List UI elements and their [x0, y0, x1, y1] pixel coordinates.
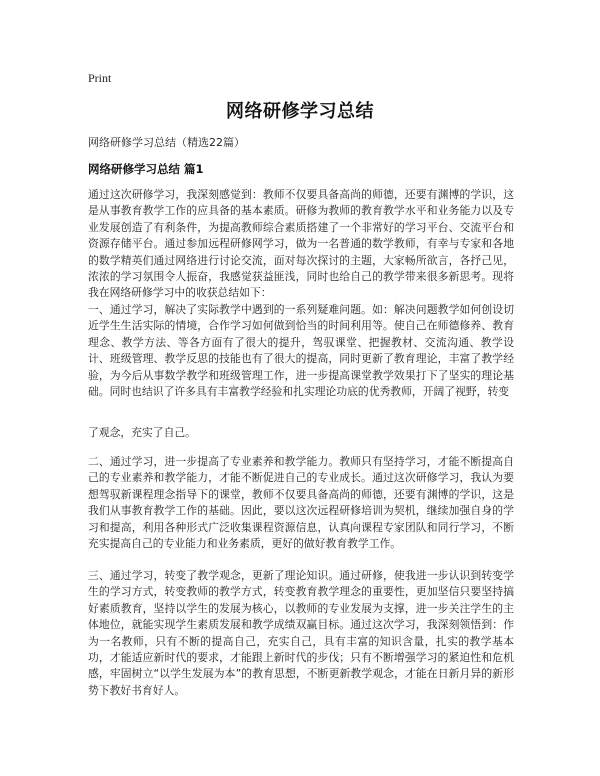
paragraph-point-two: 二、通过学习，进一步提高了专业素养和教学能力。教师只有坚持学习，才能不断提高自己的专业素养和教学能力，才能不断促进自己的专业成长。通过这次研修学习，我认为要想驾驭新课程理念指导下的课堂，教师不仅要具备高尚的师德，还要有渊博的学识，这是我们从事教育教学工作的基础。因此，要以这次远程研修培训为契机，继续加强自身的学习和提高，利用各种形式广泛收集课程资源信息，认真向课程专家团队和同行学习，不断充实提高自己的专业能力和业务素质，更好的做好教育教学工作。 — [88, 455, 514, 551]
page-title: 网络研修学习总结 — [226, 101, 374, 122]
paragraph-point-one-continued: 了观念，充实了自己。 — [88, 426, 196, 439]
paragraph-point-one: 一、通过学习，解决了实际教学中遇到的一系列疑难问题。如：解决问题教学如何创设切近学生生活实际的情境，合作学习如何做到恰当的时间利用等。使自己在师德修养、教育理念、教学方法、等各方面有了很大的提升，驾驭课堂、把握教材、交流沟通、教学设计、班级管理、教学反思的技能也有了很大的提高，同时更新了教育理论，丰富了教学经验，为今后从事数学教学和班级管理工作，进一步提高课堂教学效果打下了坚实的理论基础。同时也结识了许多具有丰富教学经验和扎实理论功底的优秀教师，开阔了视野，转变 — [88, 303, 514, 399]
document-subtitle: 网络研修学习总结（精选22篇） — [88, 136, 245, 149]
paragraph-point-three: 三、通过学习，转变了教学观念，更新了理论知识。通过研修，使我进一步认识到转变学生的学习方式，转变教师的教学方式，转变教育教学理念的重要性，更加坚信只要坚持搞好素质教育，坚持以学生的发展为核心，以教师的专业发展为支撑，进一步关注学生的主体地位，就能实现学生素质发展和教学成绩双赢目标。通过这次学习，我深刻领悟到：作为一名教师，只有不断的提高自己，充实自己，具有丰富的知识含量，扎实的教学基本功，才能适应新时代的要求，才能跟上新时代的步伐；只有不断增强学习的紧迫性和危机感，牢固树立“以学生发展为本”的教育思想，不断更新教学观念，才能在日新月异的新形势下教好书育好人。 — [88, 569, 514, 697]
print-link[interactable]: Print — [88, 71, 112, 85]
section-heading: 网络研修学习总结 篇1 — [88, 162, 204, 176]
paragraph-intro: 通过这次研修学习，我深刻感觉到：教师不仅要具备高尚的师德，还要有渊博的学识，这是从事教育教学工作的应具备的基本素质。研修为教师的教育教学水平和业务能力以及专业发展创造了有利条件，为提高教师综合素质搭建了一个非常好的学习平台、交流平台和资源存储平台。通过参加远程研修网学习，做为一名普通的数学教师，有幸与专家和各地的数学精英们通过网络进行讨论交流，面对每次探讨的主题，大家畅所欲言，各抒己见，浓浓的学习氛围令人振奋，我感觉获益匪浅，同时也给自己的教学带来很多新思考。现将我在网络研修学习中的收获总结如下： — [88, 188, 514, 300]
